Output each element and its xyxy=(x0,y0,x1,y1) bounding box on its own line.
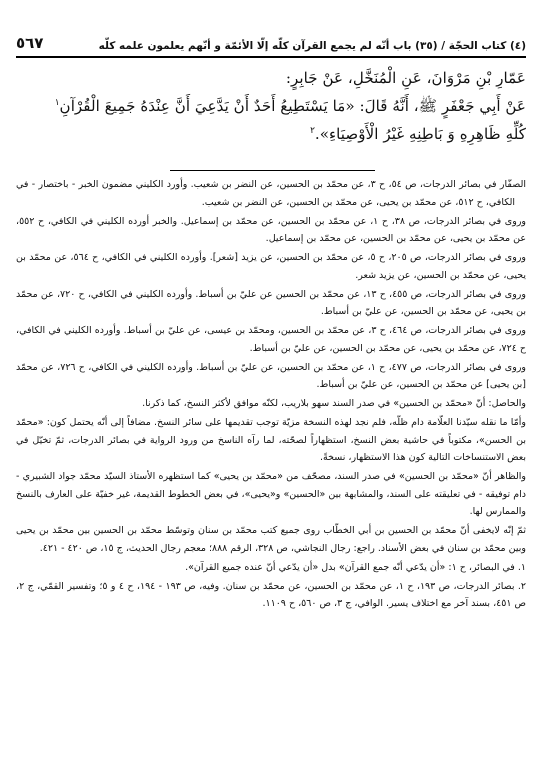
hadith-line xyxy=(16,91,526,119)
footnote-paragraph: والظاهر أنّ «محمّد بن الحسين» في صدر السند، مصحّف من «محمّد بن يحيى» كما استظهره الأستاذ السيّد محمّد جواد الشبيري - دام توفيقه - في تعليقته على السند، والمشابهة بين «الحسين» و«يحيى»، في بعض الخطوط القديمة، غير خفيّة على العارف بالنسخ والممارس لها. xyxy=(16,471,526,517)
footnotes xyxy=(16,176,526,614)
footnote-paragraph: الصفّار في بصائر الدرجات، ص ٥٤، ح ٣، عن محمّد بن الحسين، عن النضر بن شعيب. وأورد الكليني مضمون الخبر - باختصار - في الكافي، ح ٥١٢، عن محمّد بن يحيى، عن محمّد بن الحسين، عن النضر بن شعيب. xyxy=(16,179,526,208)
hadith-line-text: عَنْ أَبِي جَعْفَرٍ ﷺ، أَنَّهُ قَالَ: «مَا يَسْتَطِيعُ أَحَدٌ أَنْ يَدَّعِيَ أَنَّ عِنْدَهُ جَمِيعَ الْقُرْآنِ xyxy=(59,97,526,116)
footnote-paragraph: وأمّا ما نقله سيّدنا العلّامة دام ظلّه، فلم نجد لهذه النسخة مزيّة توجب تقديمها على سائر النسخ. مضافاً إلى أنّه يحتمل كون: «محمّد بن الحسن»، مكتوباً في حاشية بعض النسخ، استظهاراً لصحّته، لما رآه الناسخ من ورود الرواية في بصائر الدرجات، ثمّ تخيّل في بعض الاستنساخات التالية كون هذا الاستظهار، نسخةً. xyxy=(16,417,526,463)
footnote-ref: ١ xyxy=(54,98,60,108)
footnote-ref: ٢ xyxy=(310,126,315,137)
footnote-paragraph: والحاصل: أنّ «محمّد بن الحسين» في صدر السند سهو بلاريب، لكنّه موافق لأكثر النسخ، كما ذكرنا. xyxy=(142,398,526,409)
hadith-line xyxy=(16,119,526,147)
footnote-paragraph: وروى في بصائر الدرجات، ص ٢٠٥، ح ٥، عن محمّد بن الحسين، عن يزيد [شعر]. وأورده الكليني في الكافي، ح ٥٦٤، عن محمّد بن يحيى، عن محمّد بن الحسين، عن يزيد شعر. xyxy=(16,252,526,281)
footnote-numbered: ١. في البصائر، ح ١: «أن يدّعي أنّه جمع القرآن» بدل «أن يدّعي أنّ عنده جميع القرآن». xyxy=(185,561,526,573)
footnote-paragraph: وروى في بصائر الدرجات، ص ٤٥٥، ح ١٣، عن محمّد بن الحسين عن عليّ بن أسباط. وأورده الكليني في الكافي، ح ٧٢٠، عن محمّد بن يحيى، عن محمّد بن الحسين، عن عليّ بن أسباط. xyxy=(16,288,526,317)
footnote-separator xyxy=(170,170,375,171)
page-number: ٥٦٧ xyxy=(16,34,44,52)
footnote-paragraph: وروى في بصائر الدرجات، ص ٣٨، ح ١، عن محمّد بن الحسين، عن محمّد بن إسماعيل. والخبر أورده الكليني في الكافي، ح ٥٥٢، عن محمّد بن يحيى، عن محمّد بن الحسين، عن محمّد بن إسماعيل. xyxy=(16,215,527,244)
running-head: (٤) كتاب الحجّة / (٣٥) باب أنّه لم يجمع القرآن كلّه إلّا الأئمّة و أنّهم يعلمون علمه كلّه xyxy=(98,40,526,52)
hadith-text xyxy=(16,66,526,147)
footnote-paragraph: ثمّ إنّه لايخفى أنّ محمّد بن الحسين بن أبي الخطّاب روى جميع كتب محمّد بن سنان وتوسّط محمّد بن الحسين بين محمّد بن يحيى وبين محمّد بن سنان في بعض الأسناد. راجع: رجال النجاشي، ص ٣٢٨، الرقم ٨٨٨؛ معجم رجال الحديث، ج ١٥، ص ٤٢٠ - ٤٢١. xyxy=(16,525,526,554)
hadith-line-text: كُلِّهِ ظَاهِرِهِ وَ بَاطِنِهِ غَيْرُ الْأَوْصِيَاءِ». xyxy=(314,125,526,144)
page-header xyxy=(16,30,526,58)
footnote-paragraph: وروى في بصائر الدرجات، ص ٤٧٧، ح ١، عن محمّد بن الحسين، عن عليّ بن أسباط. وأورده الكليني في الكافي، ح ٧٢٦، عن محمّد [بن يحيى] عن محمّد بن الحسين، عن عليّ بن أسباط. xyxy=(16,361,527,390)
footnote-numbered: ٢. بصائر الدرجات، ص ١٩٣، ح ١، عن محمّد بن الحسين، عن محمّد بن سنان. وفيه، ص ١٩٣ - ١٩٤، ح ٤ و ٥؛ وتفسير القمّي، ج ٢، ص ٤٥١، بسند آخر مع اختلاف يسير. الوافي، ج ٣، ص ٥٦٠، ح ١١٠٩. xyxy=(16,580,527,609)
hadith-line: عَمّارِ بْنِ مَرْوَانَ، عَنِ الْمُنَخَّلِ، عَنْ جَابِرٍ: xyxy=(285,69,526,87)
footnote-paragraph: وروى في بصائر الدرجات، ص ٤٦٤، ح ٣، عن محمّد بن الحسين، ومحمّد بن عيسى، عن عليّ بن أسباط. وأورده الكليني في الكافي، ح ٧٢٤، عن محمّد بن يحيى، عن محمّد بن الحسين، عن عليّ بن أسباط. xyxy=(16,325,526,354)
